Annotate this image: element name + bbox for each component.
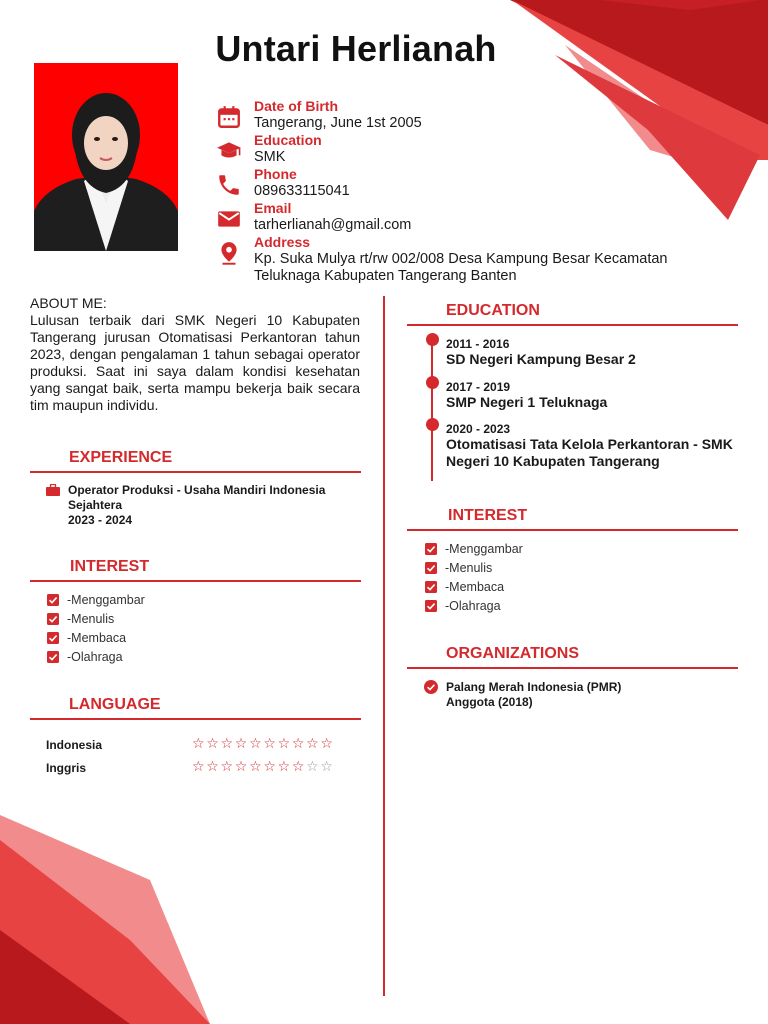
phone-icon: [216, 172, 242, 198]
section-rule: [30, 580, 361, 582]
about-title: ABOUT ME:: [30, 295, 107, 311]
checkbox-checked-icon: [47, 613, 59, 625]
contact-phone: [216, 166, 716, 200]
language-name: Inggris: [46, 761, 87, 775]
interest-item: [47, 650, 145, 669]
experience-period: 2023 - 2024: [68, 513, 133, 527]
star-icon: ☆: [192, 736, 207, 752]
contact-address: [216, 234, 716, 285]
education-school: SMP Negeri 1 Teluknaga: [446, 394, 608, 410]
organization-name: Palang Merah Indonesia (PMR): [446, 680, 622, 694]
graduation-cap-icon: [216, 138, 242, 164]
interest-item: [425, 561, 523, 580]
section-rule: [407, 529, 738, 531]
contact-value: tarherlianah@gmail.com: [254, 217, 412, 233]
star-icon: ☆: [234, 736, 250, 752]
section-rule: [30, 718, 361, 720]
star-icon: ☆: [249, 736, 264, 752]
interest-item: [425, 542, 523, 561]
timeline-dot: [426, 418, 439, 431]
interest-label: -Menggambar: [445, 542, 523, 556]
checkbox-checked-icon: [47, 594, 59, 606]
interest-item: [47, 593, 145, 612]
checkbox-checked-icon: [47, 632, 59, 644]
section-rule: [407, 324, 738, 326]
experience-item: [46, 483, 356, 528]
language-row: [46, 738, 366, 754]
star-icon: ☆: [291, 759, 307, 775]
experience-title: EXPERIENCE: [69, 449, 173, 466]
interest-item: [47, 612, 145, 631]
contact-label: Phone: [254, 166, 297, 182]
checkbox-checked-icon: [425, 543, 437, 555]
contact-label: Education: [254, 132, 322, 148]
star-icon: ☆: [192, 759, 207, 775]
education-school: SD Negeri Kampung Besar 2: [446, 351, 636, 367]
language-name: Indonesia: [46, 738, 103, 752]
contact-value: Tangerang, June 1st 2005: [254, 115, 422, 131]
calendar-icon: [216, 104, 242, 130]
experience-role: Operator Produksi - Usaha Mandiri Indonesia Sejahtera: [68, 483, 326, 512]
timeline-line: [431, 343, 433, 481]
checkbox-checked-icon: [425, 600, 437, 612]
star-icon: ☆: [220, 759, 235, 775]
star-icon: ☆: [291, 736, 307, 752]
star-icon: ☆: [320, 759, 335, 775]
organizations-title: ORGANIZATIONS: [446, 645, 580, 662]
section-rule: [30, 471, 361, 473]
interest-title-left: INTEREST: [70, 558, 150, 575]
interest-label: -Membaca: [445, 580, 505, 594]
contact-value: 089633115041: [254, 183, 350, 199]
interest-item: [425, 580, 523, 599]
contact-education: [216, 132, 716, 166]
star-rating: [192, 736, 335, 752]
language-row: [46, 761, 366, 777]
star-rating: [192, 759, 335, 775]
mail-icon: [216, 206, 242, 232]
contact-info: [216, 98, 716, 285]
contact-value: Kp. Suka Mulya rt/rw 002/008 Desa Kampung Besar Kecamatan Teluknaga Kabupaten Tangerang Banten: [254, 251, 668, 284]
star-icon: ☆: [220, 736, 235, 752]
checkbox-checked-icon: [47, 651, 59, 663]
interest-label: -Membaca: [67, 631, 127, 645]
education-school: Otomatisasi Tata Kelola Perkantoran - SMK Negeri 10 Kabupaten Tangerang: [446, 436, 733, 469]
interest-item: [425, 599, 523, 618]
star-icon: ☆: [234, 759, 250, 775]
interest-list-right: [425, 542, 523, 618]
star-icon: ☆: [277, 736, 292, 752]
interest-label: -Olahraga: [67, 650, 123, 664]
organization-item: [424, 680, 744, 710]
language-title: LANGUAGE: [69, 696, 161, 713]
star-icon: ☆: [263, 759, 278, 775]
checkbox-checked-icon: [425, 562, 437, 574]
star-icon: ☆: [249, 759, 264, 775]
timeline-dot: [426, 376, 439, 389]
contact-value: SMK: [254, 149, 286, 165]
star-icon: ☆: [306, 759, 321, 775]
interest-label: -Olahraga: [445, 599, 501, 613]
organization-role: Anggota (2018): [446, 695, 533, 709]
star-icon: ☆: [206, 736, 221, 752]
interest-item: [47, 631, 145, 650]
education-entry: [446, 337, 746, 368]
education-title: EDUCATION: [446, 302, 540, 319]
education-years: 2011 - 2016: [446, 337, 510, 351]
education-years: 2020 - 2023: [446, 422, 511, 436]
contact-label: Email: [254, 200, 292, 216]
contact-label: Date of Birth: [254, 98, 338, 114]
contact-label: Address: [254, 234, 311, 250]
interest-list-left: [47, 593, 145, 669]
column-divider: [383, 296, 385, 996]
interest-label: -Menggambar: [67, 593, 145, 607]
interest-label: -Menulis: [445, 561, 493, 575]
star-icon: ☆: [263, 736, 278, 752]
star-icon: ☆: [206, 759, 221, 775]
candidate-name: Untari Herlianah: [215, 28, 497, 69]
contact-dob: [216, 98, 716, 132]
star-icon: ☆: [320, 736, 335, 752]
checkbox-checked-icon: [425, 581, 437, 593]
education-entry: [446, 380, 746, 411]
interest-title-right: INTEREST: [448, 507, 528, 524]
location-pin-icon: [216, 240, 242, 266]
education-entry: [446, 422, 736, 470]
check-circle-icon: [424, 680, 438, 694]
star-icon: ☆: [306, 736, 321, 752]
section-rule: [407, 667, 738, 669]
about-text: Lulusan terbaik dari SMK Negeri 10 Kabupaten Tangerang jurusan Otomatisasi Perkantoran tahun 2023, dengan pengalaman 1 tahun sebagai operator produksi. Saat ini saya dalam kondisi kesehatan yang sangat baik, serta mampu bekerja baik secara tim maupun individu.: [30, 312, 360, 413]
briefcase-icon: [46, 484, 60, 496]
profile-photo: [34, 63, 178, 251]
timeline-dot: [426, 333, 439, 346]
education-years: 2017 - 2019: [446, 380, 511, 394]
contact-email: [216, 200, 716, 234]
star-icon: ☆: [277, 759, 292, 775]
interest-label: -Menulis: [67, 612, 115, 626]
